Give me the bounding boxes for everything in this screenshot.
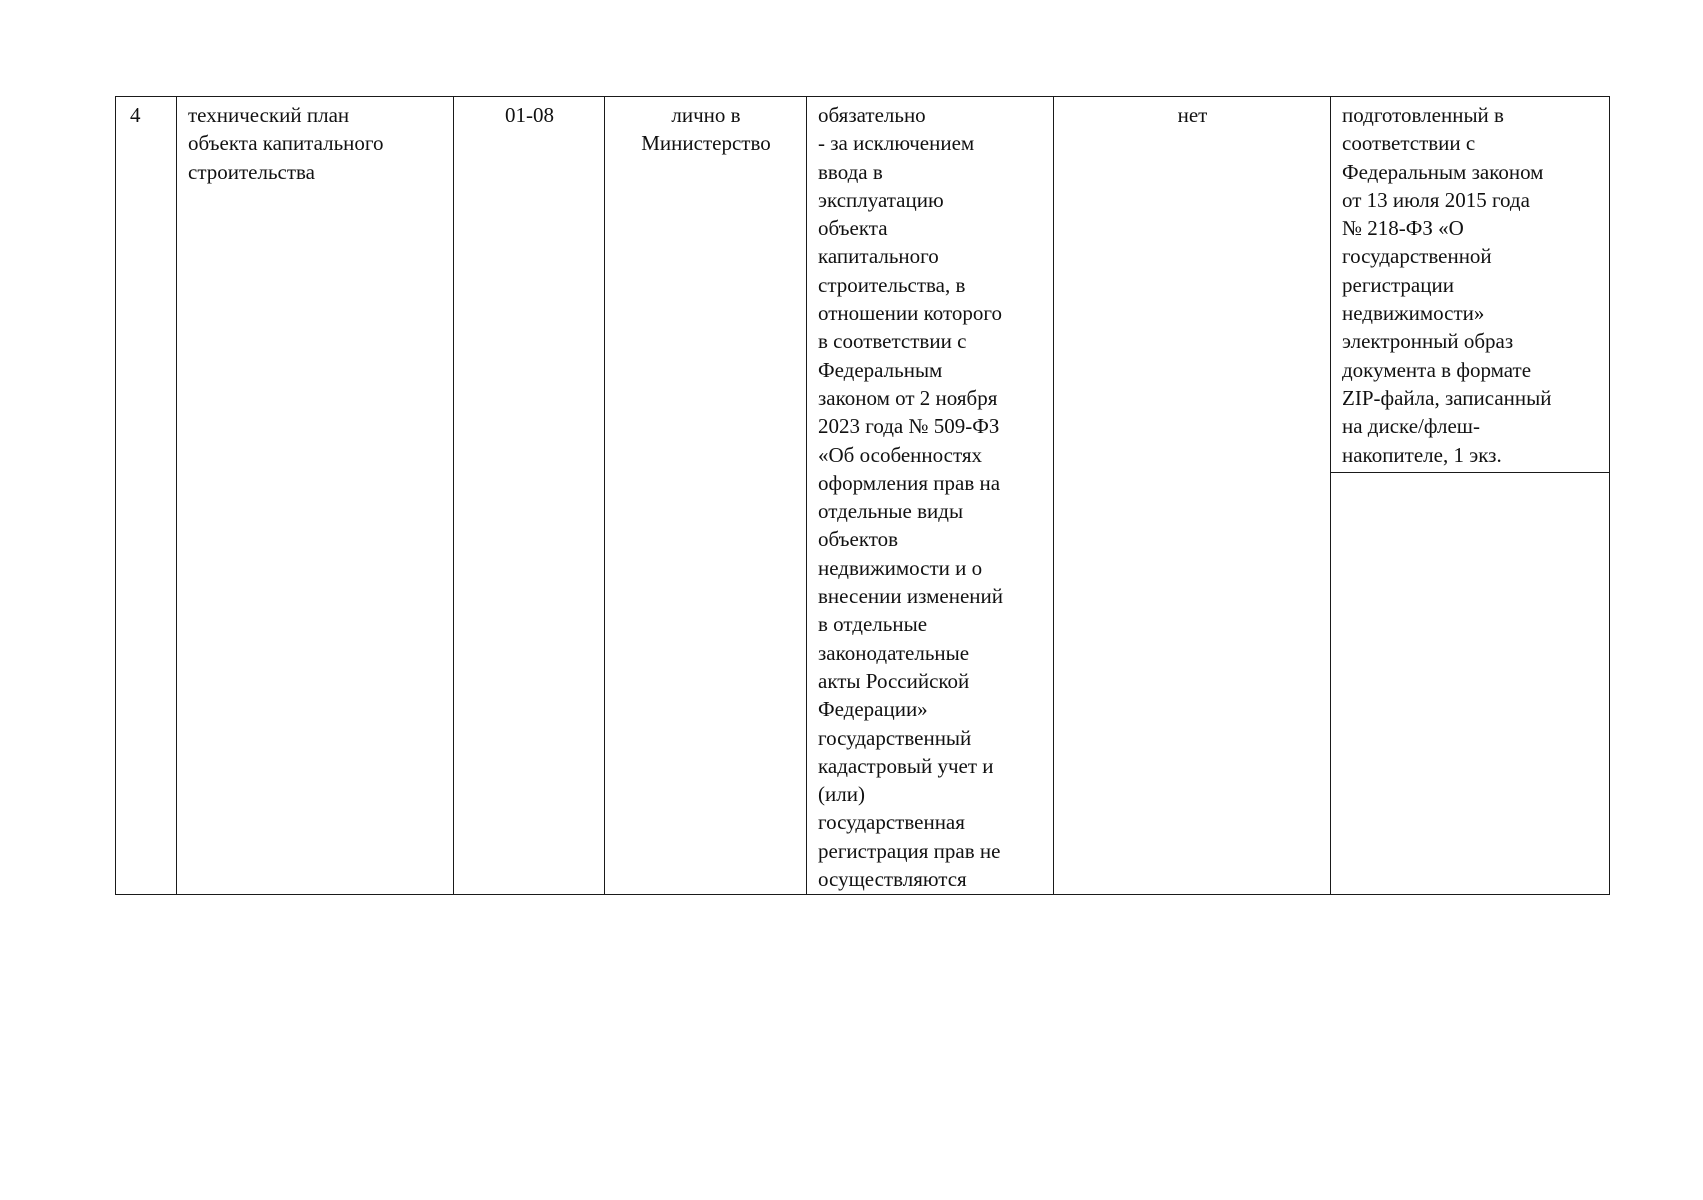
document-name: технический план объекта капитального строительства <box>188 103 384 184</box>
row-number-cell <box>116 97 177 895</box>
requirements-cell <box>1331 97 1610 895</box>
submission-method-cell <box>605 97 807 895</box>
requirements-empty-subcell <box>1331 473 1609 894</box>
row-number: 4 <box>130 103 141 127</box>
document-name-cell <box>177 97 454 895</box>
document-code: 01-08 <box>505 103 554 127</box>
requirement-text: обязательно - за исключением ввода в эксплуатацию объекта капитального строительства, в отношении которого в соответствии с Федеральным законом от 2 ноября 2023 года № 509-ФЗ «Об особенностях оформления прав на отдельные виды объектов недвижимости и о внесении изменений в отдельные законодательные акты Российской Федерации» государственный кадастровый учет и (или) государственная регистрация прав не осуществляются <box>818 103 1003 892</box>
requirements-split <box>1331 97 1609 894</box>
requirements-text: подготовленный в соответствии с Федеральным законом от 13 июля 2015 года № 218-ФЗ «О государственной регистрации недвижимости» электронный образ документа в формате ZIP-файла, записанный на диске/флеш- накопителе, 1 экз. <box>1331 97 1609 473</box>
requirement-cell <box>807 97 1054 895</box>
documents-table <box>115 96 1610 895</box>
note-text: нет <box>1177 103 1208 127</box>
table-row <box>116 97 1610 895</box>
submission-method: лично в Министерство <box>641 103 771 156</box>
note-cell <box>1054 97 1331 895</box>
code-cell <box>454 97 605 895</box>
